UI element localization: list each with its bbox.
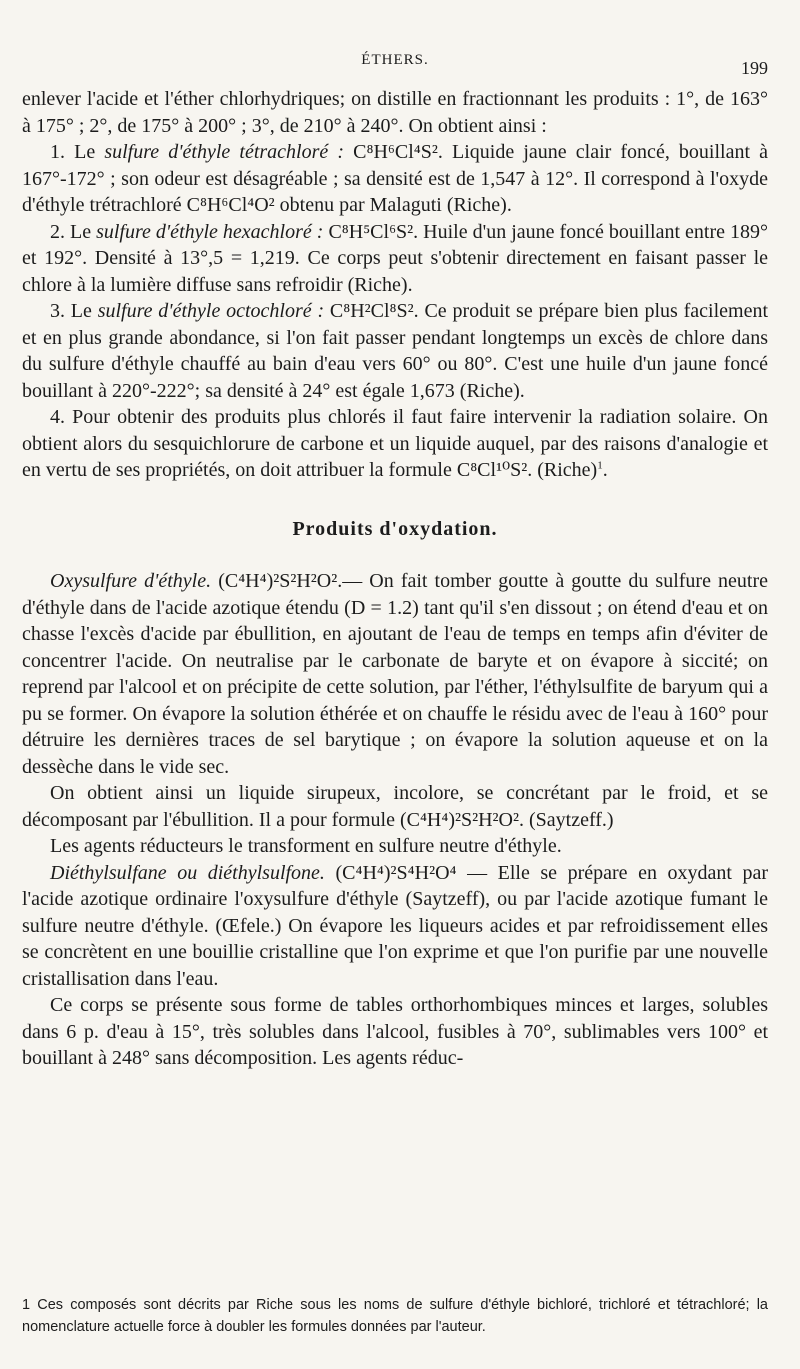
item-4-paragraph [22, 404, 768, 484]
oxysulfure-text: — On fait tomber goutte à goutte du sulfure neutre d'éthyle dans de l'acide azotique étendu (D = 1.2) tant qu'il s'en dissout ; on étend d'eau et on chasse l'excès d'acide par ébullition, en ajoutant de l'eau de temps en temps afin d'éviter de concentrer l'acide. On neutralise par le carbonate de baryte et on évapore à siccité; on reprend par l'alcool et on précipite de cette solution, par l'éther, l'éthylsulfite de baryum qui a pu se former. On évapore la solution éthérée et on chauffe le résidu avec de l'eau à 160° pour détruire les dernières traces de sel barytique ; on évapore la solution aqueuse et on la dessèche dans le vide sec. [22, 570, 768, 778]
item-pre: Le [70, 300, 92, 322]
item-2-paragraph [22, 219, 768, 299]
item-text: Pour obtenir des produits plus chlorés il faut faire intervenir la radiation solaire. On obtient alors du sesquichlorure de carbone et un liquide auquel, par des raisons d'analogie et en vertu de ses propriétés, on doit attribuer la formule C⁸Cl¹⁰S². (Riche) [22, 406, 768, 481]
tables-paragraph: Ce corps se présente sous forme de tables orthorhombiques minces et larges, solubles dans 6 p. d'eau à 15°, très solubles dans l'alcool, fusibles à 70°, sublimables vers 100° et bouillant à 248° sans décomposition. Les agents réduc- [22, 994, 768, 1069]
compound-name: Oxysulfure d'éthyle. [50, 570, 212, 592]
footnote-ref: 1 [597, 459, 603, 472]
oxysulfure-paragraph [22, 568, 768, 780]
item-3-paragraph [22, 298, 768, 404]
item-number: 2. [50, 220, 65, 243]
diethylsulfone-paragraph [22, 860, 768, 993]
body-text [22, 86, 768, 1072]
item-number: 3. [50, 300, 65, 322]
compound-name: Diéthylsulfane ou diéthylsulfone. [50, 861, 325, 884]
compound-formula: (C⁴H⁴)²S⁴H²O⁴ [335, 861, 457, 884]
sirupeux-paragraph: On obtient ainsi un liquide sirupeux, incolore, se concrétant par le froid, et se décomposant par l'ébullition. Il a pour formule (C⁴H⁴)²S²H²O². (Saytzeff.) [22, 782, 768, 831]
item-number: 1. [50, 141, 65, 163]
footnote-text: Ces composés sont décrits par Riche sous les noms de sulfure d'éthyle bichloré, trichloré et tétrachloré; la nomenclature actuelle force à doubler les formules données par l'auteur. [22, 1297, 768, 1335]
item-pre: Le [74, 141, 96, 163]
item-number: 4. [50, 406, 65, 428]
item-pre: Le [70, 220, 92, 243]
item-text: Ce produit se prépare bien plus facilement et en plus grande abondance, si l'on fait passer pendant longtemps un excès de chlore dans du sulfure d'éthyle chauffé au bain d'eau vers 60° ou 80°. C'est une huile d'un jaune foncé bouillant à 220°-222°; sa densité à 24° est égale 1,673 (Riche). [22, 300, 768, 402]
diethyl-text: — Elle se prépare en oxydant par l'acide azotique ordinaire l'oxysulfure d'éthyle (Saytzeff), ou par l'acide azotique fumant le sulfure neutre d'éthyle. (Œfele.) On évapore les liqueurs acides et par refroidissement elles se concrètent en une bouillie cristalline que l'on exprime et que l'on purifie par une nouvelle cristallisation dans l'eau. [22, 861, 769, 990]
page-number: 199 [741, 58, 768, 78]
footnote [22, 1294, 768, 1338]
compound-name: sulfure d'éthyle tétrachloré : [104, 141, 345, 163]
compound-name: sulfure d'éthyle hexachloré : [96, 220, 324, 243]
compound-formula: (C⁴H⁴)²S²H²O². [218, 570, 343, 592]
compound-formula: C⁸H⁶Cl⁴S². [353, 141, 443, 163]
running-title: ÉTHERS. [361, 52, 429, 68]
compound-name: sulfure d'éthyle octochloré : [97, 300, 325, 322]
item-end: . [602, 459, 608, 481]
compound-formula: C⁸H⁵Cl⁶S². [328, 220, 419, 243]
item-1-paragraph [22, 139, 768, 219]
compound-formula: C⁸H²Cl⁸S². [329, 300, 419, 322]
item-text: Liquide jaune clair foncé, bouillant à 167°-172° ; son odeur est désagréable ; sa densité est de 1,547 à 12°. Il correspond à l'oxyde d'éthyle trétrachloré C⁸H⁶Cl⁴O² obtenu par Malaguti (Riche). [22, 141, 769, 216]
page-header [22, 52, 768, 78]
item-text: Huile d'un jaune foncé bouillant entre 189° et 192°. Densité à 13°,5 = 1,219. Ce corps peut s'obtenir directement en faisant passer le chlore à la lumière diffuse sans refroidir (Riche). [22, 220, 768, 296]
intro-paragraph: enlever l'acide et l'éther chlorhydriques; on distille en fractionnant les produits : 1°, de 163° à 175° ; 2°, de 175° à 200° ; 3°, de 210° à 240°. On obtient ainsi : [22, 88, 768, 137]
reducteurs-paragraph: Les agents réducteurs le transforment en sulfure neutre d'éthyle. [50, 835, 562, 857]
section-heading: Produits d'oxydation. [292, 517, 498, 540]
footnote-number: 1 [22, 1297, 31, 1313]
